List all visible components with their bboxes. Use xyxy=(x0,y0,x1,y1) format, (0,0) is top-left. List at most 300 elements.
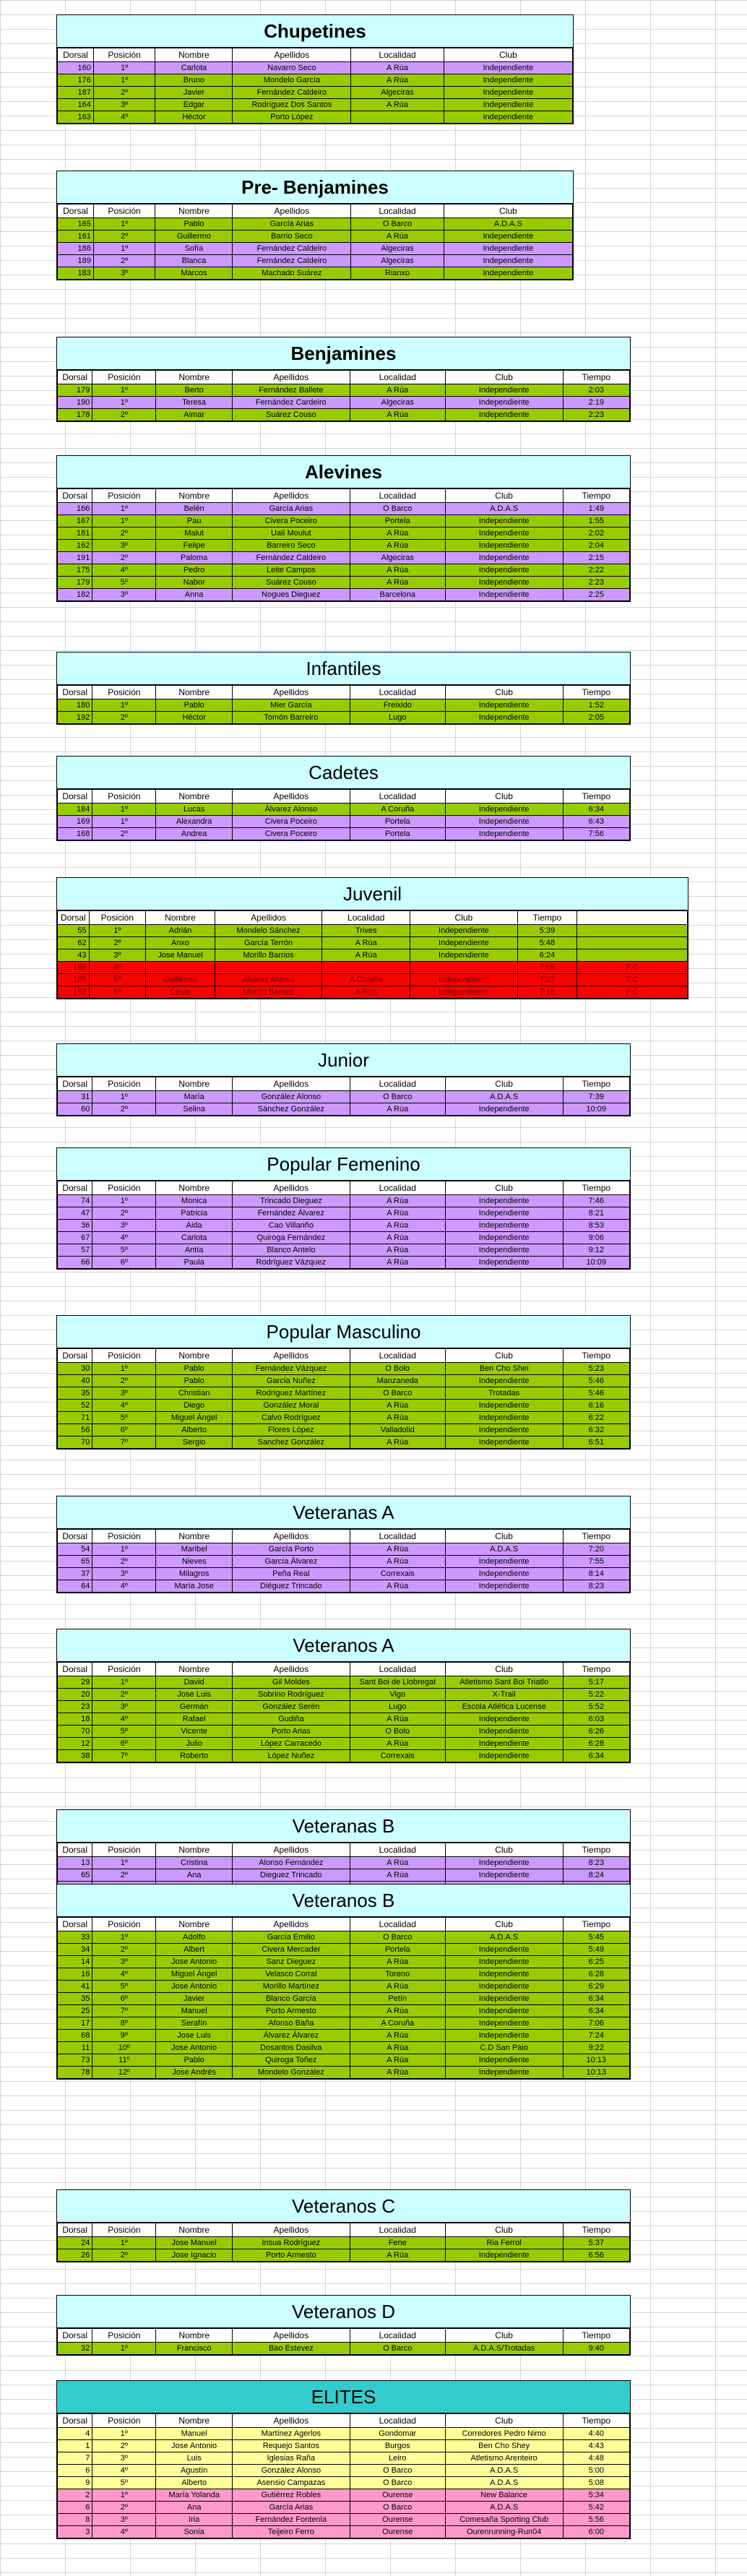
table-cell[interactable]: 7º xyxy=(92,1436,156,1449)
table-cell[interactable]: César xyxy=(146,986,215,999)
table-cell[interactable]: Independiente xyxy=(445,2054,563,2067)
table-cell[interactable]: X-Trail xyxy=(445,1689,563,1701)
table-cell[interactable]: 3º xyxy=(92,2452,156,2465)
table-cell[interactable]: 1º xyxy=(92,1363,156,1375)
table-cell[interactable]: A Coruña xyxy=(350,2017,445,2030)
table-cell[interactable]: A.D.A.S xyxy=(445,503,563,515)
table-cell[interactable]: Independiente xyxy=(445,1713,563,1726)
table-cell[interactable]: 5:00 xyxy=(563,2465,629,2477)
table-cell[interactable]: 5:49 xyxy=(563,1944,629,1956)
table-cell[interactable]: A.D.A.S xyxy=(445,2465,563,2477)
table-cell[interactable]: Pablo xyxy=(156,699,233,712)
table-cell[interactable]: 178 xyxy=(58,409,92,421)
table-cell[interactable]: 1:52 xyxy=(563,699,629,712)
table-cell[interactable]: Sanz Dieguez xyxy=(232,1956,350,1968)
table-cell[interactable]: Jose Andrés xyxy=(156,2067,233,2079)
table-cell[interactable]: García Nuñez xyxy=(232,1375,350,1387)
table-cell[interactable]: Francisco xyxy=(156,2343,233,2355)
table-cell[interactable] xyxy=(215,962,321,974)
table-cell[interactable]: 38 xyxy=(58,1750,92,1762)
table-cell[interactable]: Civera Poceiro xyxy=(232,828,350,840)
table-cell[interactable]: 10:13 xyxy=(563,2054,629,2067)
table-cell[interactable]: 4:43 xyxy=(563,2440,629,2452)
table-cell[interactable]: Nabor xyxy=(156,577,233,589)
table-cell[interactable]: Independiente xyxy=(445,1556,563,1568)
table-cell[interactable]: A Rúa xyxy=(350,1244,445,1257)
table-cell[interactable]: 2º xyxy=(92,1869,156,1882)
table-cell[interactable]: 4:48 xyxy=(563,2452,629,2465)
table-cell[interactable]: Ourenrunning-Run04 xyxy=(445,2526,563,2538)
table-cell[interactable]: Independiente xyxy=(444,255,572,267)
table-cell[interactable]: A Rúa xyxy=(322,937,410,949)
table-cell[interactable]: Independiente xyxy=(445,409,563,421)
table-cell[interactable]: Lucas xyxy=(156,804,233,816)
table-cell[interactable]: 33 xyxy=(58,1931,92,1944)
table-cell[interactable]: Sánchez González xyxy=(232,1103,350,1116)
table-cell[interactable]: 2:15 xyxy=(563,552,629,564)
table-cell[interactable]: 1º xyxy=(93,74,155,87)
table-cell[interactable]: 181 xyxy=(58,527,92,540)
table-cell[interactable]: 3º xyxy=(92,2514,156,2526)
table-cell[interactable]: Independiente xyxy=(410,986,517,999)
table-cell[interactable]: Ourense xyxy=(350,2514,445,2526)
table-cell[interactable]: Machado Suárez xyxy=(233,267,351,280)
table-cell[interactable]: 64 xyxy=(58,1580,92,1593)
table-cell[interactable]: 1º xyxy=(92,816,156,828)
table-cell[interactable]: Álvarez Álvarez xyxy=(232,2030,350,2042)
table-cell[interactable]: 6º xyxy=(92,1257,156,1269)
table-cell[interactable]: 6:22 xyxy=(563,1412,629,1424)
table-cell[interactable]: Fernández Fontenla xyxy=(232,2514,350,2526)
table-cell[interactable]: Milagros xyxy=(156,1568,233,1580)
table-cell[interactable]: Andrea xyxy=(156,828,233,840)
table-cell[interactable]: 6:34 xyxy=(563,2005,629,2017)
table-cell[interactable]: Civera Poceiro xyxy=(232,515,350,527)
table-cell[interactable]: A Rúa xyxy=(350,384,445,397)
table-cell[interactable]: Insua Rodríguez xyxy=(232,2237,350,2249)
table-cell[interactable]: Diego xyxy=(156,1400,233,1412)
table-cell[interactable]: Jose Antonio xyxy=(156,2440,233,2452)
table-cell[interactable]: Barreiro Seco xyxy=(232,540,350,552)
table-cell[interactable]: García Arias xyxy=(232,503,350,515)
table-cell[interactable]: 6:26 xyxy=(563,1726,629,1738)
table-cell[interactable]: Independiente xyxy=(445,384,563,397)
table-cell[interactable]: 1º xyxy=(89,925,145,937)
table-cell[interactable]: Patricia xyxy=(156,1207,233,1220)
table-cell[interactable]: Gondomar xyxy=(350,2428,445,2440)
table-cell[interactable]: 12 xyxy=(58,1738,92,1750)
table-cell[interactable]: 8:21 xyxy=(563,1207,629,1220)
table-cell[interactable]: Independiente xyxy=(445,515,563,527)
table-cell[interactable]: Ourense xyxy=(350,2489,445,2502)
table-cell[interactable]: Morillo Barrios xyxy=(215,986,321,999)
table-cell[interactable]: García Arias xyxy=(233,218,351,231)
table-cell[interactable]: O Barco xyxy=(350,1931,445,1944)
table-cell[interactable]: 183 xyxy=(58,267,94,280)
table-cell[interactable]: 2:02 xyxy=(563,527,629,540)
table-cell[interactable]: Álvarez Alonso xyxy=(215,974,321,986)
table-cell[interactable]: 9 xyxy=(58,2477,92,2489)
table-cell[interactable]: Pablo xyxy=(156,1375,233,1387)
table-cell[interactable]: 2º xyxy=(92,1103,156,1116)
table-cell[interactable]: A Rúa xyxy=(350,1543,445,1556)
table-cell[interactable]: Independiente xyxy=(445,1424,563,1436)
table-cell[interactable]: Alonso Fernández xyxy=(232,1857,350,1869)
table-cell[interactable]: 41 xyxy=(58,1981,92,1993)
table-cell[interactable]: Atletismo Arenteiro xyxy=(445,2452,563,2465)
table-cell[interactable]: Rodríguez Martínez xyxy=(232,1387,350,1400)
table-cell[interactable]: Trincado Dieguez xyxy=(232,1195,350,1207)
table-cell[interactable]: Rafael xyxy=(156,1713,233,1726)
table-cell[interactable]: Paloma xyxy=(156,552,233,564)
table-cell[interactable]: 1º xyxy=(92,384,156,397)
table-cell[interactable]: María xyxy=(156,1091,233,1103)
table-cell[interactable]: A Rúa xyxy=(350,2054,445,2067)
table-cell[interactable]: 6:34 xyxy=(563,804,629,816)
table-cell[interactable]: 179 xyxy=(58,577,92,589)
table-cell[interactable]: Calvo Rodríguez xyxy=(232,1412,350,1424)
table-cell[interactable]: Independiente xyxy=(445,564,563,577)
table-cell[interactable]: Carlota xyxy=(155,62,233,74)
table-cell[interactable]: O Barco xyxy=(350,503,445,515)
table-cell[interactable]: Javier xyxy=(155,87,233,99)
table-cell[interactable]: Quiroga Toñez xyxy=(232,2054,350,2067)
table-cell[interactable]: Gil Moldes xyxy=(232,1676,350,1689)
table-cell[interactable]: Antía xyxy=(156,1244,233,1257)
table-cell[interactable]: Atletismo Sant Boi Triatlo xyxy=(445,1676,563,1689)
table-cell[interactable]: 16 xyxy=(58,1968,92,1981)
table-cell[interactable]: O Barco xyxy=(350,2502,445,2514)
table-cell[interactable]: 176 xyxy=(58,74,94,87)
table-cell[interactable]: 67 xyxy=(58,1232,92,1244)
table-cell[interactable]: 5:52 xyxy=(563,1701,629,1713)
table-cell[interactable]: Independiente xyxy=(444,231,572,243)
table-cell[interactable]: Álvarez Alonso xyxy=(232,804,350,816)
table-cell[interactable]: 5º xyxy=(92,1981,156,1993)
table-cell[interactable]: 1º xyxy=(92,1931,156,1944)
table-cell[interactable]: 7:56 xyxy=(563,828,629,840)
table-cell[interactable]: Independiente xyxy=(445,1568,563,1580)
table-cell[interactable]: 4º xyxy=(92,1968,156,1981)
table-cell[interactable]: Sonia xyxy=(156,2526,233,2538)
table-cell[interactable]: Independiente xyxy=(445,1195,563,1207)
table-cell[interactable]: Javier xyxy=(156,1993,233,2005)
table-cell[interactable]: Manuel xyxy=(156,2005,233,2017)
table-cell[interactable]: 65 xyxy=(58,1869,92,1882)
table-cell[interactable]: 3º xyxy=(92,1956,156,1968)
table-cell[interactable]: Alexandra xyxy=(156,816,233,828)
table-cell[interactable]: López Nuñez xyxy=(232,1750,350,1762)
table-cell[interactable]: Independiente xyxy=(445,828,563,840)
table-cell[interactable]: 1º xyxy=(92,2489,156,2502)
table-cell[interactable]: Leite Campos xyxy=(232,564,350,577)
table-cell[interactable]: 4º xyxy=(93,111,155,124)
table-cell[interactable]: 1º xyxy=(92,2343,156,2355)
table-cell[interactable]: Velasco Corral xyxy=(232,1968,350,1981)
table-cell[interactable]: 11º xyxy=(92,2054,156,2067)
table-cell[interactable]: 12º xyxy=(92,2067,156,2079)
table-cell[interactable]: Monica xyxy=(156,1195,233,1207)
table-cell[interactable]: Suárez Couso xyxy=(232,409,350,421)
table-cell[interactable]: Dieguez Trincado xyxy=(232,1869,350,1882)
table-cell[interactable]: A Rúa xyxy=(351,99,444,111)
table-cell[interactable]: A Rúa xyxy=(350,540,445,552)
table-cell[interactable]: González Alonso xyxy=(232,2465,350,2477)
table-cell[interactable]: Independiente xyxy=(445,816,563,828)
table-cell[interactable]: Rianxo xyxy=(351,267,444,280)
table-cell[interactable]: 5:34 xyxy=(563,2489,629,2502)
table-cell[interactable]: O Barco xyxy=(350,2465,445,2477)
table-cell[interactable]: 184 xyxy=(58,804,92,816)
table-cell[interactable]: Valladolid xyxy=(350,1424,445,1436)
table-cell[interactable]: Germán xyxy=(156,1701,233,1713)
table-cell[interactable]: 2:22 xyxy=(563,564,629,577)
table-cell[interactable]: A Rúa xyxy=(350,1436,445,1449)
table-cell[interactable]: 56 xyxy=(58,1424,92,1436)
table-cell[interactable]: 7:55 xyxy=(563,1556,629,1568)
table-cell[interactable]: 32 xyxy=(58,2343,92,2355)
table-cell[interactable]: A Rúa xyxy=(350,1869,445,1882)
table-cell[interactable]: O Barco xyxy=(350,2477,445,2489)
table-cell[interactable]: 9:22 xyxy=(563,2042,629,2054)
table-cell[interactable]: Independiente xyxy=(445,2249,563,2262)
table-cell[interactable]: Pedro xyxy=(156,564,233,577)
table-cell[interactable]: Teijeiro Ferro xyxy=(232,2526,350,2538)
table-cell[interactable]: 2º xyxy=(92,527,156,540)
table-cell[interactable]: Independiente xyxy=(445,1436,563,1449)
table-cell[interactable]: 6º xyxy=(92,1424,156,1436)
table-cell[interactable]: A Rúa xyxy=(350,2249,445,2262)
table-cell[interactable]: 2º xyxy=(92,1207,156,1220)
table-cell[interactable]: Fernández Cardeiro xyxy=(232,397,350,409)
table-cell[interactable]: 188 xyxy=(58,243,94,255)
table-cell[interactable]: 2º xyxy=(92,1375,156,1387)
table-cell[interactable]: Independiente xyxy=(445,1257,563,1269)
table-cell[interactable]: A.D.A.S xyxy=(444,218,572,231)
table-cell[interactable]: Afonso Baña xyxy=(232,2017,350,2030)
table-cell[interactable]: Civera Mercader xyxy=(232,1944,350,1956)
table-cell[interactable]: Navarro Seco xyxy=(233,62,351,74)
table-cell[interactable]: 3º xyxy=(93,267,155,280)
table-cell[interactable]: Independiente xyxy=(410,937,517,949)
table-cell[interactable]: Vigo xyxy=(350,1689,445,1701)
table-cell[interactable]: Rodríguez Dos Santos xyxy=(233,99,351,111)
table-cell[interactable]: 65 xyxy=(58,1556,92,1568)
table-cell[interactable]: Independiente xyxy=(445,552,563,564)
table-cell[interactable]: 4º xyxy=(92,2465,156,2477)
table-cell[interactable]: 167 xyxy=(58,515,92,527)
table-cell[interactable]: 62 xyxy=(58,937,90,949)
table-cell[interactable]: Independiente xyxy=(445,1103,563,1116)
table-cell[interactable]: Independiente xyxy=(445,589,563,601)
table-cell[interactable]: García Álvarez xyxy=(232,1556,350,1568)
table-cell[interactable]: 6 xyxy=(58,2502,92,2514)
table-cell[interactable]: Julio xyxy=(156,1738,233,1750)
table-cell[interactable]: Independiente xyxy=(444,243,572,255)
table-cell[interactable]: 5:42 xyxy=(563,2502,629,2514)
table-cell[interactable]: 10:09 xyxy=(563,1257,629,1269)
table-cell[interactable]: 10:09 xyxy=(563,1103,629,1116)
table-cell[interactable]: F.C xyxy=(577,986,688,999)
table-cell[interactable]: Manzaneda xyxy=(350,1375,445,1387)
table-cell[interactable]: Sobrino Rodríguez xyxy=(232,1689,350,1701)
table-cell[interactable]: 5º xyxy=(92,1244,156,1257)
table-cell[interactable]: 2º xyxy=(92,1556,156,1568)
table-cell[interactable]: 20 xyxy=(58,1689,92,1701)
table-cell[interactable]: 163 xyxy=(58,111,94,124)
table-cell[interactable]: 6:34 xyxy=(563,1993,629,2005)
table-cell[interactable]: Jose Manuel xyxy=(156,2237,233,2249)
table-cell[interactable]: Alberto xyxy=(156,2477,233,2489)
table-cell[interactable]: 36 xyxy=(58,1220,92,1232)
table-cell[interactable]: Escola Atlética Lucense xyxy=(445,1701,563,1713)
table-cell[interactable]: Independiente xyxy=(445,1412,563,1424)
table-cell[interactable]: 5:17 xyxy=(563,1676,629,1689)
table-cell[interactable]: Fernández Caldeiro xyxy=(233,87,351,99)
table-cell[interactable]: María Yolanda xyxy=(156,2489,233,2502)
table-cell[interactable]: Cristina xyxy=(156,1857,233,1869)
table-cell[interactable]: Carlota xyxy=(156,1232,233,1244)
table-cell[interactable]: Independiente xyxy=(444,111,572,124)
table-cell[interactable]: A Rúa xyxy=(350,577,445,589)
table-cell[interactable]: A Rúa xyxy=(350,1857,445,1869)
table-cell[interactable] xyxy=(351,111,444,124)
table-cell[interactable]: 5:37 xyxy=(563,2237,629,2249)
table-cell[interactable]: A Rúa xyxy=(350,564,445,577)
table-cell[interactable]: 158 xyxy=(58,986,90,999)
table-cell[interactable]: García Emilio xyxy=(232,1931,350,1944)
table-cell[interactable]: Barrio Seco xyxy=(233,231,351,243)
table-cell[interactable]: Gutiérrez Robles xyxy=(232,2489,350,2502)
table-cell[interactable]: 164 xyxy=(58,99,94,111)
table-cell[interactable]: New Balance xyxy=(445,2489,563,2502)
table-cell[interactable]: 1º xyxy=(93,62,155,74)
table-cell[interactable]: Independiente xyxy=(444,267,572,280)
table-cell[interactable]: Ria Ferrol xyxy=(445,2237,563,2249)
table-cell[interactable]: Serafín xyxy=(156,2017,233,2030)
table-cell[interactable]: 7º xyxy=(92,2005,156,2017)
table-cell[interactable]: Nieves xyxy=(156,1556,233,1568)
table-cell[interactable]: David xyxy=(156,1676,233,1689)
table-cell[interactable]: 9:12 xyxy=(563,1244,629,1257)
table-cell[interactable]: Guillermo xyxy=(155,231,233,243)
table-cell[interactable]: Jose Luis xyxy=(156,2030,233,2042)
table-cell[interactable]: 2º xyxy=(93,87,155,99)
table-cell[interactable]: Vicente xyxy=(156,1726,233,1738)
table-cell[interactable]: Marcos xyxy=(155,267,233,280)
table-cell[interactable]: 1º xyxy=(93,218,155,231)
table-cell[interactable]: 162 xyxy=(58,540,92,552)
table-cell[interactable]: 166 xyxy=(58,503,92,515)
table-cell[interactable]: Rodríguez Vázquez xyxy=(232,1257,350,1269)
table-cell[interactable]: Independiente xyxy=(445,540,563,552)
table-cell[interactable]: 9º xyxy=(92,2030,156,2042)
table-cell[interactable]: A.D.A.S xyxy=(445,1931,563,1944)
table-cell[interactable]: Algeciras xyxy=(350,397,445,409)
table-cell[interactable]: Independiente xyxy=(410,974,517,986)
table-cell[interactable]: Héctor xyxy=(155,111,233,124)
table-cell[interactable]: Ourense xyxy=(350,2526,445,2538)
table-cell[interactable]: 7:20 xyxy=(563,1543,629,1556)
table-cell[interactable]: Independiente xyxy=(445,1944,563,1956)
table-cell[interactable]: Algeciras xyxy=(351,255,444,267)
table-cell[interactable]: A Rúa xyxy=(350,409,445,421)
table-cell[interactable]: 1:49 xyxy=(563,503,629,515)
table-cell[interactable]: 3º xyxy=(92,1220,156,1232)
table-cell[interactable]: Requejo Santos xyxy=(232,2440,350,2452)
table-cell[interactable]: 175 xyxy=(58,564,92,577)
table-cell[interactable]: F.C xyxy=(577,974,688,986)
table-cell[interactable]: 169 xyxy=(58,816,92,828)
table-cell[interactable]: 2º xyxy=(92,2249,156,2262)
table-cell[interactable]: 35 xyxy=(58,1993,92,2005)
table-cell[interactable]: Aimar xyxy=(156,409,233,421)
table-cell[interactable]: A Rúa xyxy=(350,1713,445,1726)
table-cell[interactable]: 5º xyxy=(92,2477,156,2489)
table-cell[interactable]: Miguel Ángel xyxy=(156,1968,233,1981)
table-cell[interactable]: Berto xyxy=(156,384,233,397)
table-cell[interactable]: 2º xyxy=(93,255,155,267)
table-cell[interactable]: A Rúa xyxy=(350,1220,445,1232)
table-cell[interactable] xyxy=(577,937,688,949)
table-cell[interactable]: Leiro xyxy=(350,2452,445,2465)
table-cell[interactable]: 47 xyxy=(58,1207,92,1220)
table-cell[interactable]: A Rúa xyxy=(350,1981,445,1993)
table-cell[interactable]: 1º xyxy=(92,2237,156,2249)
table-cell[interactable]: Jose Luis xyxy=(156,1689,233,1701)
table-cell[interactable]: Anxo xyxy=(146,937,215,949)
table-cell[interactable]: Ana xyxy=(156,1869,233,1882)
table-cell[interactable]: 3º xyxy=(92,1387,156,1400)
table-cell[interactable]: 1 xyxy=(58,2440,92,2452)
table-cell[interactable]: Luis xyxy=(156,2452,233,2465)
table-cell[interactable]: 7:06 xyxy=(563,2017,629,2030)
table-cell[interactable]: 8º xyxy=(92,2017,156,2030)
table-cell[interactable]: Jose Ignacio xyxy=(156,2249,233,2262)
table-cell[interactable]: 8:53 xyxy=(563,1220,629,1232)
table-cell[interactable]: 5:22 xyxy=(563,1689,629,1701)
table-cell[interactable]: García Porto xyxy=(232,1543,350,1556)
table-cell[interactable]: 25 xyxy=(58,2005,92,2017)
table-cell[interactable]: Comesaña Sporting Club xyxy=(445,2514,563,2526)
table-cell[interactable]: Alberto xyxy=(156,1424,233,1436)
table-cell[interactable]: 2:23 xyxy=(563,577,629,589)
table-cell[interactable]: Independiente xyxy=(445,1956,563,1968)
table-cell[interactable]: 2:05 xyxy=(563,712,629,724)
table-cell[interactable]: Independiente xyxy=(445,699,563,712)
table-cell[interactable]: Trives xyxy=(322,925,410,937)
table-cell[interactable] xyxy=(577,925,688,937)
table-cell[interactable]: Albert xyxy=(156,1944,233,1956)
table-cell[interactable]: Trotadas xyxy=(445,1387,563,1400)
table-cell[interactable]: 165 xyxy=(58,218,94,231)
table-cell[interactable]: 3º xyxy=(93,99,155,111)
table-cell[interactable]: 1º xyxy=(92,503,156,515)
table-cell[interactable]: C.D San Paio xyxy=(445,2042,563,2054)
table-cell[interactable]: 2 xyxy=(58,2489,92,2502)
table-cell[interactable]: Independiente xyxy=(445,1993,563,2005)
table-cell[interactable]: A Rúa xyxy=(350,1400,445,1412)
table-cell[interactable]: 13 xyxy=(58,1857,92,1869)
table-cell[interactable]: 180 xyxy=(58,699,92,712)
table-cell[interactable]: 6:24 xyxy=(517,949,577,962)
table-cell[interactable]: A Rúa xyxy=(351,231,444,243)
table-cell[interactable]: Anna xyxy=(156,589,233,601)
table-cell[interactable]: Adrián xyxy=(146,925,215,937)
table-cell[interactable]: 6:29 xyxy=(563,1981,629,1993)
table-cell[interactable]: 1º xyxy=(92,699,156,712)
table-cell[interactable]: Portela xyxy=(350,816,445,828)
